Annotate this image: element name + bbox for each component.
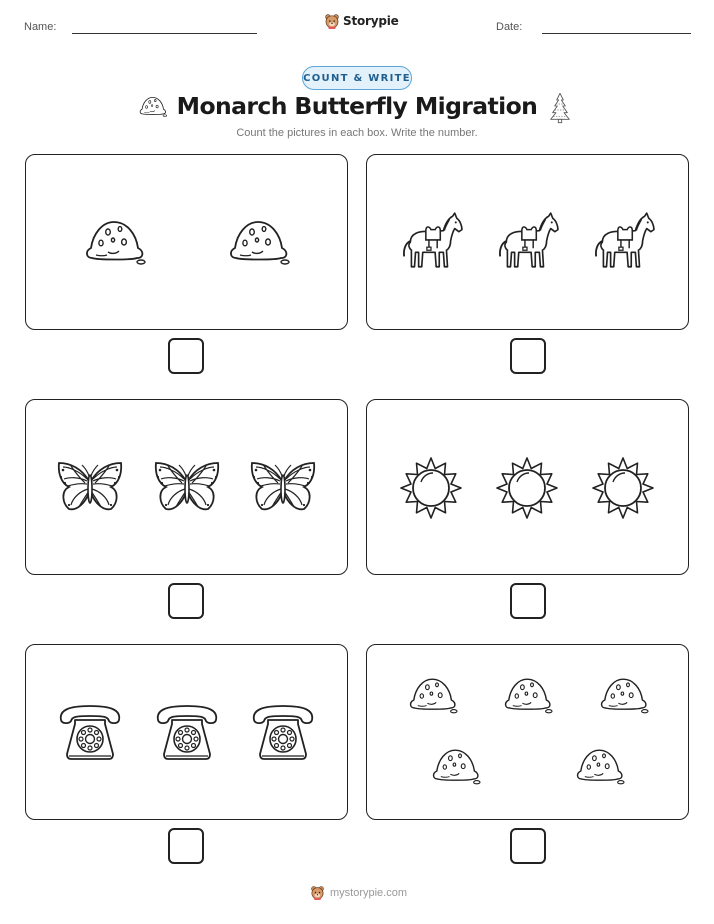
date-line[interactable] [542, 33, 691, 34]
answer-box-2[interactable] [510, 338, 546, 374]
telephone-icon [248, 703, 318, 761]
answer-box-5[interactable] [168, 828, 204, 864]
answer-box-4[interactable] [510, 583, 546, 619]
count-box-1 [25, 154, 348, 330]
horse-icon [494, 209, 560, 275]
mound-icon [428, 746, 484, 788]
answer-box-1[interactable] [168, 338, 204, 374]
mound-icon [80, 217, 150, 269]
bear-mascot-icon [310, 885, 325, 900]
footer-site[interactable]: mystorypie.com [330, 886, 408, 899]
mound-icon [224, 217, 294, 269]
activity-badge: COUNT & WRITE [302, 66, 412, 90]
page-title: Monarch Butterfly Migration [176, 92, 538, 120]
butterfly-icon [248, 458, 318, 516]
instructions: Count the pictures in each box. Write the number. [236, 127, 478, 139]
answer-box-3[interactable] [168, 583, 204, 619]
pine-tree-icon [546, 92, 574, 124]
brand-name: Storypie [343, 14, 399, 28]
telephone-icon [55, 703, 125, 761]
footer [310, 885, 407, 900]
bear-mascot-icon [324, 13, 340, 29]
mound-icon [572, 746, 628, 788]
answer-box-6[interactable] [510, 828, 546, 864]
sun-icon [591, 456, 655, 520]
count-box-3 [25, 399, 348, 575]
mound-icon [405, 675, 461, 717]
count-box-6 [366, 644, 689, 820]
mound-icon [596, 675, 652, 717]
sun-icon [399, 456, 463, 520]
horse-icon [590, 209, 656, 275]
date-label: Date: [496, 21, 523, 33]
telephone-icon [152, 703, 222, 761]
name-line[interactable] [72, 33, 257, 34]
count-box-2 [366, 154, 689, 330]
butterfly-icon [152, 458, 222, 516]
horse-icon [398, 209, 464, 275]
count-box-5 [25, 644, 348, 820]
butterfly-icon [55, 458, 125, 516]
name-label: Name: [24, 21, 57, 33]
brand-logo [324, 13, 399, 29]
count-box-4 [366, 399, 689, 575]
sun-icon [495, 456, 559, 520]
mound-icon [500, 675, 556, 717]
